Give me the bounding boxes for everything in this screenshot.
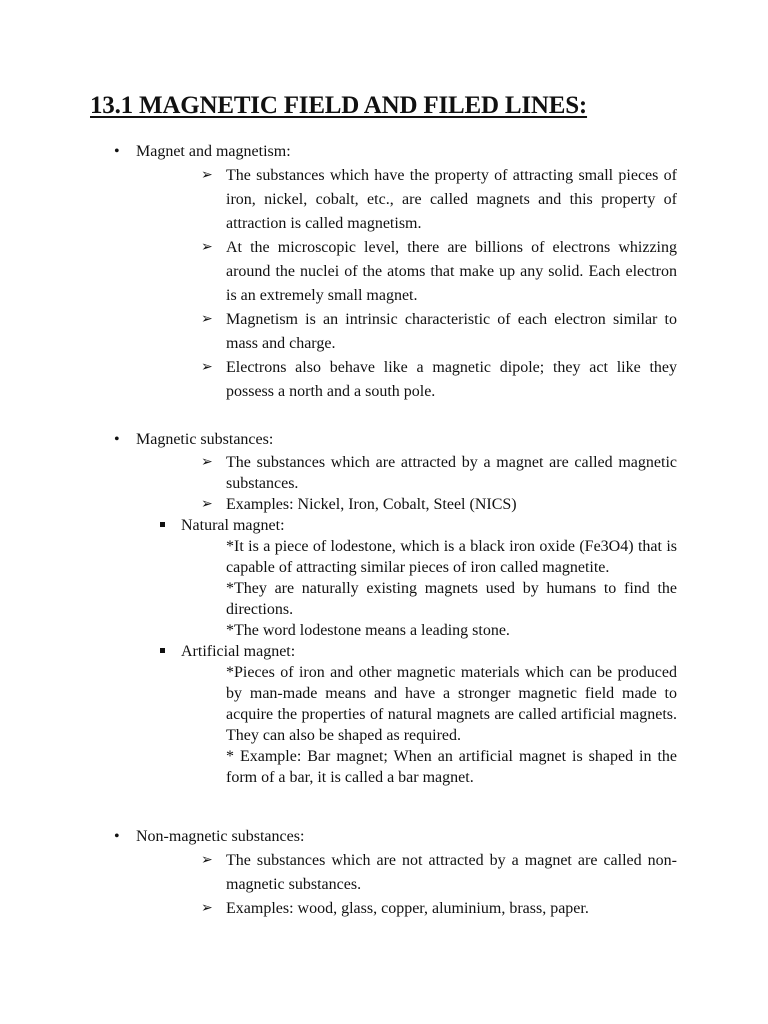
list-item-text: The substances which have the property of attracting small pieces of iron, nickel, cobalt, etc., are called magnets and this property of attraction is called magnetism. <box>226 167 677 232</box>
square-bullet-icon <box>160 522 165 527</box>
list-item-text: The substances which are attracted by a magnet are called magnetic substances. <box>226 454 677 492</box>
arrow-bullet-icon: ➢ <box>201 497 213 512</box>
arrow-list-item <box>201 308 677 356</box>
sub-bullet-item <box>0 641 768 662</box>
list-item-text: Electrons also behave like a magnetic dipole; they act like they possess a north and a south pole. <box>226 359 677 400</box>
arrow-bullet-icon: ➢ <box>201 312 213 327</box>
list-item-text: Examples: wood, glass, copper, aluminium, brass, paper. <box>226 900 589 917</box>
arrow-list-item <box>201 236 677 308</box>
bullet-item <box>0 140 768 164</box>
section-magnetic-substances <box>0 428 768 788</box>
arrow-list-item <box>201 897 677 921</box>
paragraph: *They are naturally existing magnets used by humans to find the directions. <box>226 580 677 618</box>
bullet-item <box>0 825 768 849</box>
paragraph: *Pieces of iron and other magnetic materials which can be produced by man-made means and have a stronger magnetic field made to acquire the properties of natural magnets are called artificial magnets. They can also be shaped as required. <box>226 664 677 744</box>
arrow-bullet-icon: ➢ <box>201 853 213 868</box>
list-item-text: Magnetism is an intrinsic characteristic of each electron similar to mass and charge. <box>226 311 677 352</box>
page-title: 13.1 MAGNETIC FIELD AND FILED LINES: <box>90 92 588 119</box>
bullet-item <box>0 428 768 452</box>
list-item-text: Examples: Nickel, Iron, Cobalt, Steel (NICS) <box>226 496 517 513</box>
section-heading: Non-magnetic substances: <box>136 828 305 845</box>
arrow-list-item <box>201 494 677 515</box>
paragraph: *It is a piece of lodestone, which is a black iron oxide (Fe3O4) that is capable of attracting similar pieces of iron called magnetite. <box>226 538 677 576</box>
arrow-list-item <box>201 849 677 897</box>
arrow-bullet-icon: ➢ <box>201 168 213 183</box>
bullet-dot: • <box>114 143 120 160</box>
section-heading: Magnetic substances: <box>136 431 274 448</box>
square-bullet-icon <box>160 648 165 653</box>
arrow-list-item <box>201 164 677 236</box>
paragraph: *The word lodestone means a leading stone. <box>226 622 510 639</box>
list-item-text: At the microscopic level, there are billions of electrons whizzing around the nuclei of the atoms that make up any solid. Each electron is an extremely small magnet. <box>226 239 677 304</box>
section-magnet-and-magnetism <box>0 140 768 404</box>
arrow-bullet-icon: ➢ <box>201 240 213 255</box>
arrow-list-item <box>201 356 677 404</box>
arrow-bullet-icon: ➢ <box>201 360 213 375</box>
arrow-bullet-icon: ➢ <box>201 901 213 916</box>
section-heading: Magnet and magnetism: <box>136 143 291 160</box>
list-item-text: The substances which are not attracted by a magnet are called non-magnetic substances. <box>226 852 677 893</box>
arrow-list-item <box>201 452 677 494</box>
bullet-dot: • <box>114 431 120 448</box>
sub-heading: Natural magnet: <box>181 517 285 534</box>
sub-heading: Artificial magnet: <box>181 643 296 660</box>
bullet-dot: • <box>114 828 120 845</box>
arrow-bullet-icon: ➢ <box>201 455 213 470</box>
section-non-magnetic-substances <box>0 825 768 921</box>
paragraph: * Example: Bar magnet; When an artificial magnet is shaped in the form of a bar, it is called a bar magnet. <box>226 748 677 786</box>
sub-bullet-item <box>0 515 768 536</box>
